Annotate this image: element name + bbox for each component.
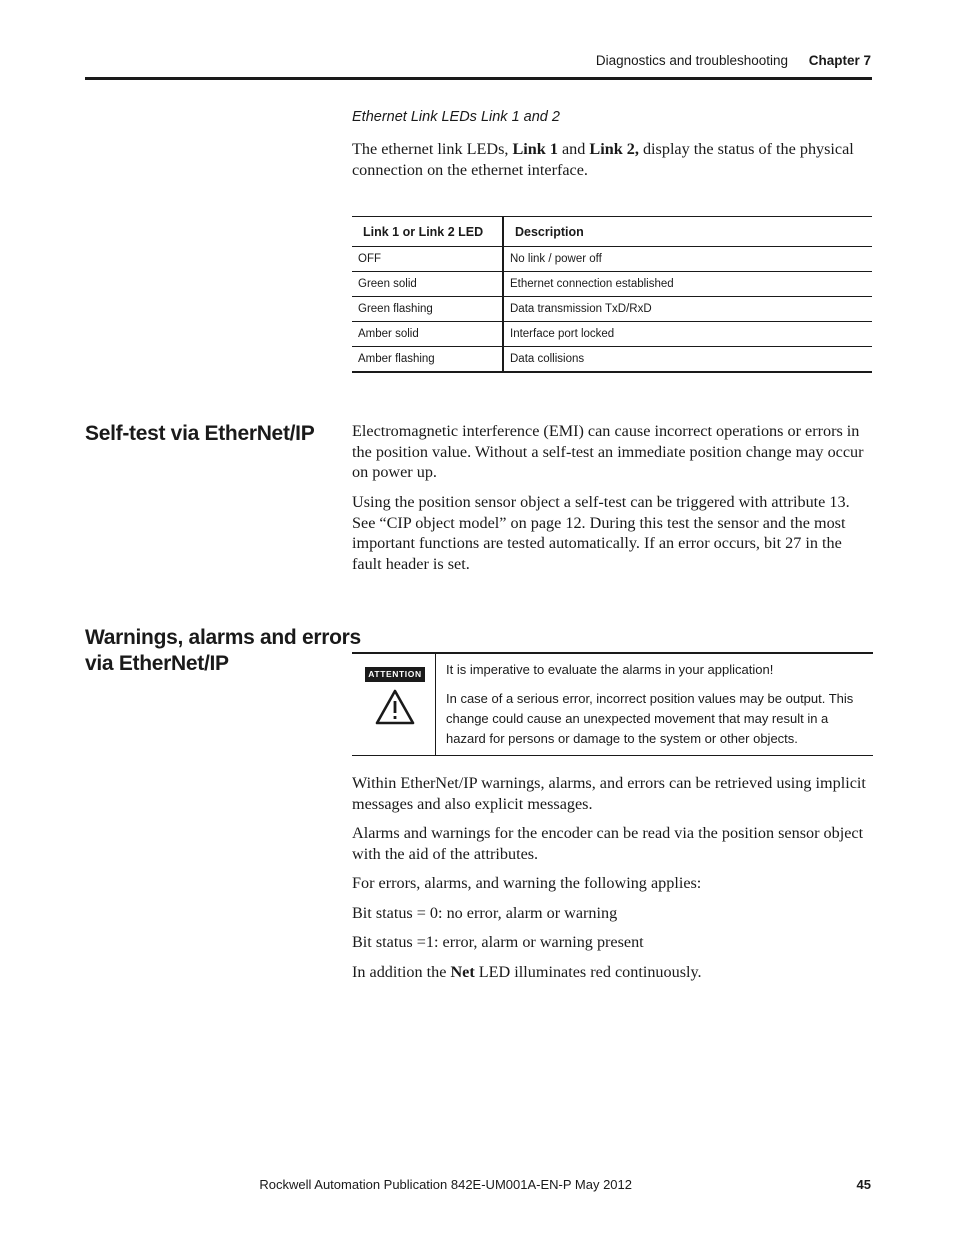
led-description-cell: No link / power off [503,247,872,272]
footer-publication: Rockwell Automation Publication 842E-UM001A-EN-P May 2012 [259,1177,632,1192]
warnings-heading: Warnings, alarms and errors via EtherNet/IP [85,626,361,675]
led-state-cell: Green solid [352,272,503,297]
table-row [352,272,872,297]
running-header-chapter: Chapter 7 [808,53,871,68]
self-test-heading: Self-test via EtherNet/IP [85,422,315,445]
warning-triangle-icon [375,689,415,725]
led-description-cell: Data collisions [503,347,872,373]
attention-line: In case of a serious error, incorrect position values may be output. This change could cause an unexpected movement that may result in a hazard for persons or damage to the system or other objects. [446,691,854,746]
page-number: 45 [856,1177,871,1192]
self-test-paragraph: Using the position sensor object a self-test can be triggered with attribute 13. See “CIP object model” on page 12. During this test the sensor and the most important functions are tested automatically. If an error occurs, bit 27 in the fault header is set. [352,493,850,573]
table-row [352,347,872,373]
led-description-cell: Interface port locked [503,322,872,347]
attention-line: It is imperative to evaluate the alarms in your application! [446,662,774,677]
table-row [352,247,872,272]
led-state-cell: Green flashing [352,297,503,322]
led-state-cell: Amber flashing [352,347,503,373]
warnings-paragraph: Within EtherNet/IP warnings, alarms, and errors can be retrieved using implicit messages and also explicit messages. [352,774,866,813]
column-header-led: Link 1 or Link 2 LED [352,217,503,247]
warnings-paragraph: Bit status = 0: no error, alarm or warning [352,904,618,922]
ethernet-links-subheading: Ethernet Link LEDs Link 1 and 2 [352,109,560,125]
warnings-paragraph: For errors, alarms, and warning the following applies: [352,874,702,892]
warnings-paragraph: Bit status =1: error, alarm or warning present [352,933,644,951]
table-row [352,322,872,347]
warnings-paragraph: In addition the Net LED illuminates red continuously. [352,963,702,981]
led-description-cell: Data transmission TxD/RxD [503,297,872,322]
led-state-cell: OFF [352,247,503,272]
led-description-cell: Ethernet connection established [503,272,872,297]
attention-message [446,660,866,758]
table-row [352,297,872,322]
attention-box [352,652,873,756]
led-state-cell: Amber solid [352,322,503,347]
self-test-paragraph: Electromagnetic interference (EMI) can cause incorrect operations or errors in the position value. Without a self-test an immediate position change may occur on power up. [352,422,864,481]
header-rule [85,77,872,80]
table-header-row [352,217,872,247]
column-header-description: Description [503,217,872,247]
link2-term: Link 2, [589,140,639,158]
attention-badge: ATTENTION [365,667,425,682]
ethernet-links-intro: The ethernet link LEDs, Link 1 and Link 2, display the status of the physical connection on the ethernet interface. [352,140,854,179]
led-status-table [352,216,872,373]
link1-term: Link 1 [512,140,558,158]
net-led-term: Net [450,963,475,981]
running-header-section: Diagnostics and troubleshooting [595,53,788,68]
warnings-paragraph: Alarms and warnings for the encoder can be read via the position sensor object with the aid of the attributes. [352,824,864,863]
